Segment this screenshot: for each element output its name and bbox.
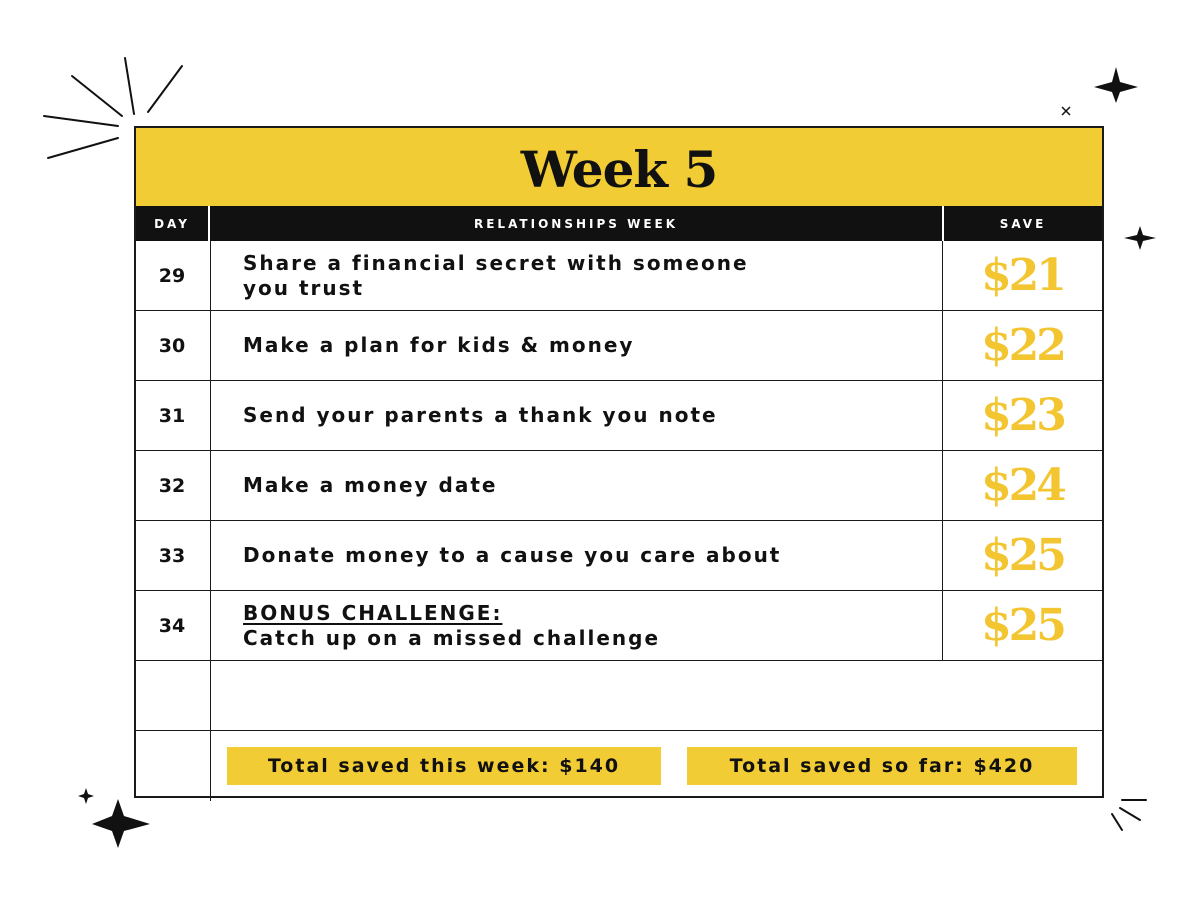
table-row [136,311,1102,381]
save-amount: $24 [942,451,1102,520]
table-row [136,241,1102,311]
save-amount: $23 [942,381,1102,450]
save-amount: $21 [942,241,1102,310]
table-row [136,591,1102,661]
save-amount: $25 [942,591,1102,660]
day-number: 31 [158,404,186,427]
day-number: 34 [158,614,186,637]
challenge-line: Catch up on a missed challenge [243,625,661,650]
column-header-save: SAVE [944,206,1102,241]
total-saved-so-far: Total saved so far: $420 [687,747,1077,785]
column-header-theme: RELATIONSHIPS WEEK [210,206,942,241]
save-amount: $25 [942,521,1102,590]
total-saved-week: Total saved this week: $140 [227,747,661,785]
day-number: 32 [158,474,186,497]
challenge-line: Send your parents a thank you note [243,403,718,427]
challenge-card [134,126,1104,798]
challenge-text [210,521,942,590]
page-title: Week 5 [520,139,718,199]
challenge-text [210,591,942,660]
sparkle-icon [92,799,150,848]
totals-row [136,731,1102,801]
day-number: 33 [158,544,186,567]
empty-task-cell [210,661,1102,730]
small-x-icon [1062,107,1070,115]
sparkle-icon [78,788,94,804]
empty-row [136,661,1102,731]
challenge-line: Donate money to a cause you care about [243,543,782,567]
sparkle-icon [1094,67,1138,103]
table-row [136,381,1102,451]
empty-day-cell [136,661,208,730]
empty-day-cell [136,731,208,801]
challenge-line: Make a plan for kids & money [243,333,635,357]
day-number: 30 [158,334,186,357]
challenge-text [210,381,942,450]
sparkle-icon [1124,226,1156,250]
table-row [136,521,1102,591]
burst-lines-icon [1112,800,1146,830]
challenge-text [210,241,942,310]
bonus-heading: BONUS CHALLENGE: [243,600,503,625]
challenge-text [210,451,942,520]
save-amount: $22 [942,311,1102,380]
title-bar [136,128,1102,206]
challenge-line: Make a money date [243,473,498,497]
challenge-text [210,311,942,380]
day-number: 29 [158,264,186,287]
column-header-day: DAY [136,206,208,241]
challenge-line: Share a financial secret with someone [243,250,749,275]
challenge-line: you trust [243,275,365,300]
totals-cell [210,731,1102,801]
table-row [136,451,1102,521]
